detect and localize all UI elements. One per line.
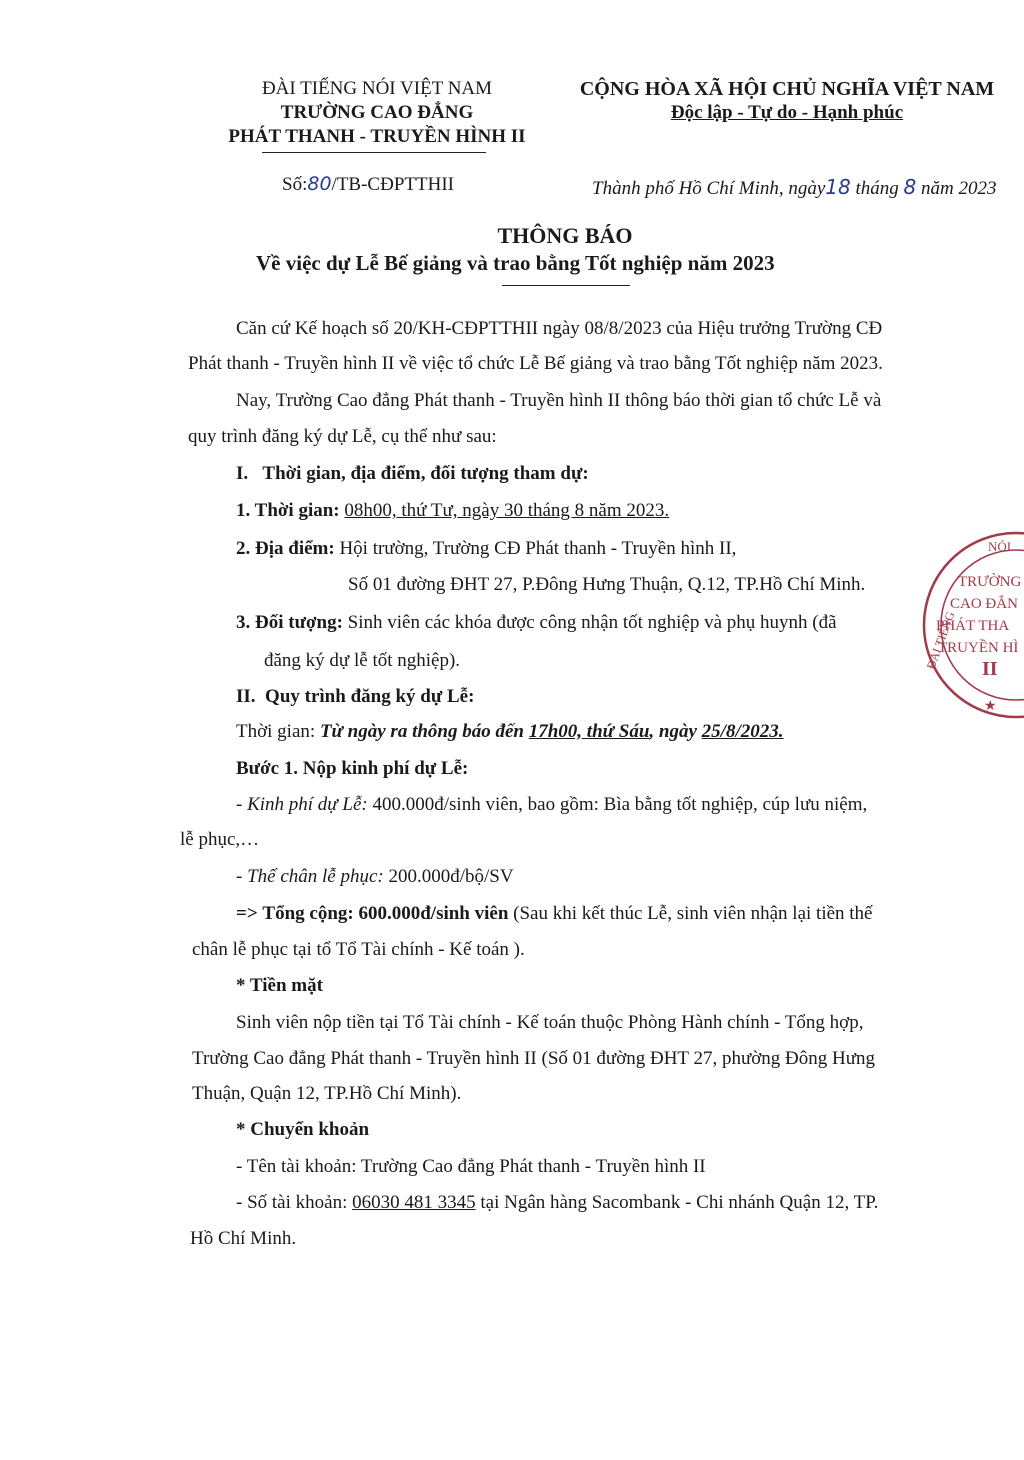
fee-text: 400.000đ/sinh viên, bao gồm: Bìa bằng tốt nghiệp, cúp lưu niệm,: [372, 794, 868, 815]
seal-line2: CAO ĐẲN: [950, 596, 1018, 612]
item2-text: Hội trường, Trường CĐ Phát thanh - Truyền hình II,: [339, 538, 737, 559]
total-line: [236, 903, 873, 925]
total-arrow: =>: [236, 903, 258, 924]
time-date: 25/8/2023.: [701, 721, 784, 742]
seal-ring-top: NÓI: [988, 539, 1012, 554]
time-from: Từ ngày ra thông báo đến: [319, 721, 524, 742]
number-suffix: /TB-CĐPTTHII: [331, 174, 454, 195]
section1-number: I.: [236, 463, 249, 484]
fee-label: - Kinh phí dự Lễ:: [236, 794, 368, 815]
document-number: [282, 173, 454, 196]
item3-text: Sinh viên các khóa được công nhận tốt nghiệp và phụ huynh (đã: [347, 612, 837, 633]
account-name: - Tên tài khoản: Trường Cao đẳng Phát thanh - Truyền hình II: [236, 1156, 706, 1177]
total-line2: chân lễ phục tại tổ Tổ Tài chính - Kế toán ).: [192, 939, 525, 960]
notice-subtitle: Về việc dự Lễ Bế giảng và trao bằng Tốt nghiệp năm 2023: [256, 251, 775, 275]
number-handwritten: 80: [307, 173, 332, 195]
section2-title: Quy trình đăng ký dự Lễ:: [265, 686, 475, 707]
fee-line2: lễ phục,…: [180, 829, 260, 850]
deposit-text: 200.000đ/bộ/SV: [388, 866, 514, 887]
seal-ring-left: ĐÀI TIẾNG: [923, 609, 958, 672]
account-bank: tại Ngân hàng Sacombank - Chi nhánh Quận 12, TP.: [480, 1192, 879, 1213]
time-date-label: , ngày: [649, 721, 697, 742]
date-month-label: tháng: [855, 178, 899, 199]
deposit-label: - Thế chân lễ phục:: [236, 866, 384, 887]
seal-star-icon: ★: [984, 698, 997, 714]
number-prefix: Số:: [282, 174, 308, 195]
date-month: 8: [903, 175, 917, 199]
school-name-line2: PHÁT THANH - TRUYỀN HÌNH II: [228, 126, 526, 147]
item1-label: 1. Thời gian:: [236, 500, 340, 521]
item3-line2: đăng ký dự lễ tốt nghiệp).: [264, 650, 461, 671]
title-rule: [502, 285, 630, 286]
total-note: (Sau khi kết thúc Lễ, sinh viên nhận lại tiền thế: [513, 903, 873, 924]
seal-line5: II: [982, 658, 998, 680]
step1-heading: Bước 1. Nộp kinh phí dự Lễ:: [236, 758, 469, 779]
seal-line3: PHÁT THA: [936, 618, 1010, 634]
para1-line1: Căn cứ Kế hoạch số 20/KH-CĐPTTHII ngày 08/8/2023 của Hiệu trưởng Trường CĐ: [236, 318, 883, 339]
document-date: [592, 175, 996, 200]
time-label: Thời gian:: [236, 721, 316, 742]
deposit-line: [236, 866, 514, 888]
time-deadline: 17h00, thứ Sáu: [528, 721, 650, 742]
account-number-line: [236, 1192, 878, 1214]
cash-heading: * Tiền mặt: [236, 975, 323, 996]
item2: [236, 538, 736, 560]
section1-title: Thời gian, địa điểm, đối tượng tham dự:: [262, 463, 589, 484]
total-amount: Tổng cộng: 600.000đ/sinh viên: [262, 903, 509, 924]
date-year: năm 2023: [921, 178, 997, 199]
national-motto: Độc lập - Tự do - Hạnh phúc: [670, 102, 904, 123]
cash-line2: Trường Cao đẳng Phát thanh - Truyền hình II (Số 01 đường ĐHT 27, phường Đông Hưng: [192, 1048, 876, 1069]
item2-label: 2. Địa điểm:: [236, 538, 335, 559]
item3: [236, 612, 837, 634]
seal-line4: TRUYỀN HÌ: [938, 640, 1019, 656]
fee-line: [236, 794, 867, 816]
transfer-heading: * Chuyển khoản: [236, 1119, 370, 1140]
item1-text: 08h00, thứ Tư, ngày 30 tháng 8 năm 2023.: [344, 500, 670, 521]
para2-line2: quy trình đăng ký dự Lễ, cụ thể như sau:: [188, 426, 497, 447]
school-name-line1: TRƯỜNG CAO ĐẲNG: [280, 102, 474, 123]
item2-line2: Số 01 đường ĐHT 27, P.Đông Hưng Thuận, Q.12, TP.Hồ Chí Minh.: [348, 574, 866, 595]
notice-title: THÔNG BÁO: [497, 223, 633, 248]
registration-time: [236, 721, 783, 743]
cash-line3: Thuận, Quận 12, TP.Hồ Chí Minh).: [192, 1083, 462, 1104]
item3-label: 3. Đối tượng:: [236, 612, 343, 633]
account-number-label: - Số tài khoản:: [236, 1192, 348, 1213]
item1: [236, 500, 669, 522]
section2-heading: [236, 686, 474, 708]
date-prefix: Thành phố Hồ Chí Minh, ngày: [592, 178, 826, 199]
cash-line1: Sinh viên nộp tiền tại Tổ Tài chính - Kế toán thuộc Phòng Hành chính - Tổng hợp,: [236, 1012, 864, 1033]
section1-heading: [236, 463, 589, 485]
date-day: 18: [825, 175, 851, 199]
para2-line1: Nay, Trường Cao đẳng Phát thanh - Truyền hình II thông báo thời gian tổ chức Lễ và: [236, 390, 882, 411]
country-name: CỘNG HÒA XÃ HỘI CHỦ NGHĨA VIỆT NAM: [579, 78, 995, 100]
para1-line2: Phát thanh - Truyền hình II về việc tổ chức Lễ Bế giảng và trao bằng Tốt nghiệp năm 2023.: [188, 353, 883, 374]
section2-number: II.: [236, 686, 256, 707]
seal-line1: TRƯỜNG: [958, 574, 1022, 590]
official-seal: [904, 530, 1024, 720]
header-left-rule: [262, 152, 486, 153]
account-number: 06030 481 3345: [352, 1192, 476, 1213]
account-line2: Hồ Chí Minh.: [190, 1228, 297, 1249]
agency-name: ĐÀI TIẾNG NÓI VIỆT NAM: [261, 78, 493, 99]
